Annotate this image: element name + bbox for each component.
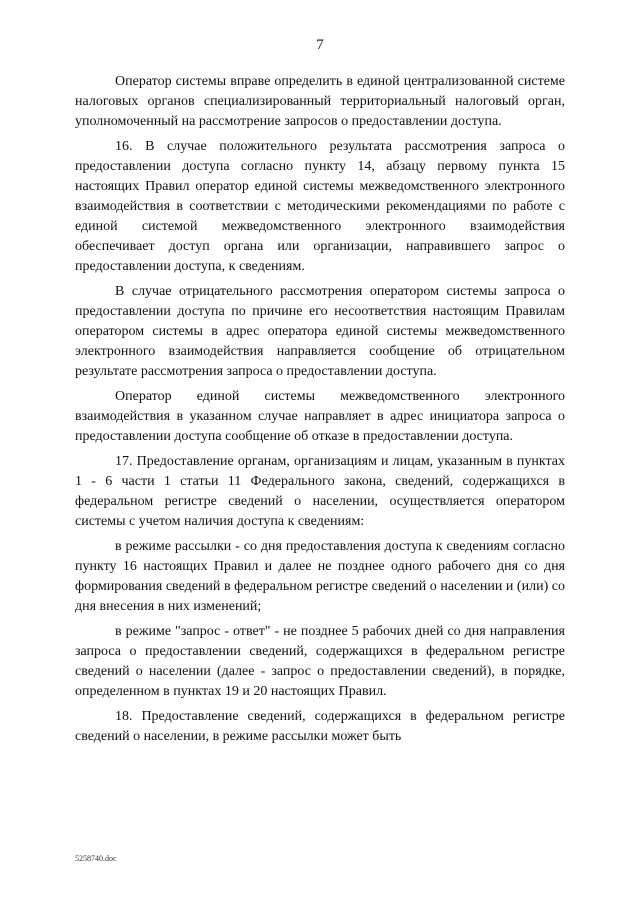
page-number: 7 xyxy=(316,37,324,53)
paragraph-operator-designation: Оператор системы вправе определить в единой централизованной системе налоговых органов специализированный территориальный налоговый орган, уполномоченный на рассмотрение запросов о предоставлении доступа. xyxy=(75,74,565,129)
paragraph-request-response-mode: в режиме "запрос - ответ" - не позднее 5 рабочих дней со дня направления запроса о предоставлении сведений, содержащихся в федеральном регистре сведений о населении (далее - запрос о предоставлении сведений), в порядке, определенном в пунктах 19 и 20 настоящих Правил. xyxy=(75,624,565,699)
paragraph-17: 17. Предоставление органам, организациям и лицам, указанным в пунктах 1 - 6 части 1 статьи 11 Федерального закона, сведений, содержащихся в федеральном регистре сведений о населении, осуществляется оператором системы с учетом наличия доступа к сведениям: xyxy=(75,454,565,529)
file-reference: 5258740.doc xyxy=(75,854,117,863)
paragraph-refusal-notice: Оператор единой системы межведомственного электронного взаимодействия в указанном случае направляет в адрес инициатора запроса о предоставлении доступа сообщение об отказе в предоставлении доступа. xyxy=(75,389,565,444)
paragraph-16: 16. В случае положительного результата рассмотрения запроса о предоставлении доступа согласно пункту 14, абзацу первому пункта 15 настоящих Правил оператор единой системы межведомственного электронного взаимодействия в соответствии с методическими рекомендациями по работе с единой системой межведомственного электронного взаимодействия обеспечивает доступ органа или организации, направившего запрос о предоставлении доступа, к сведениям. xyxy=(75,139,565,274)
paragraph-mailing-mode: в режиме рассылки - со дня предоставления доступа к сведениям согласно пункту 16 настоящих Правил и далее не позднее одного рабочего дня со дня формирования сведений в федеральном регистре сведений о населении и (или) со дня внесения в них изменений; xyxy=(75,539,565,614)
document-body xyxy=(75,72,565,747)
paragraph-negative-review: В случае отрицательного рассмотрения оператором системы запроса о предоставлении доступа по причине его несоответствия настоящим Правилам оператором системы в адрес оператора единой системы межведомственного электронного взаимодействия направляется сообщение об отрицательном результате рассмотрения запроса о предоставлении доступа. xyxy=(75,284,565,379)
paragraph-18: 18. Предоставление сведений, содержащихся в федеральном регистре сведений о населении, в режиме рассылки может быть xyxy=(75,709,565,744)
